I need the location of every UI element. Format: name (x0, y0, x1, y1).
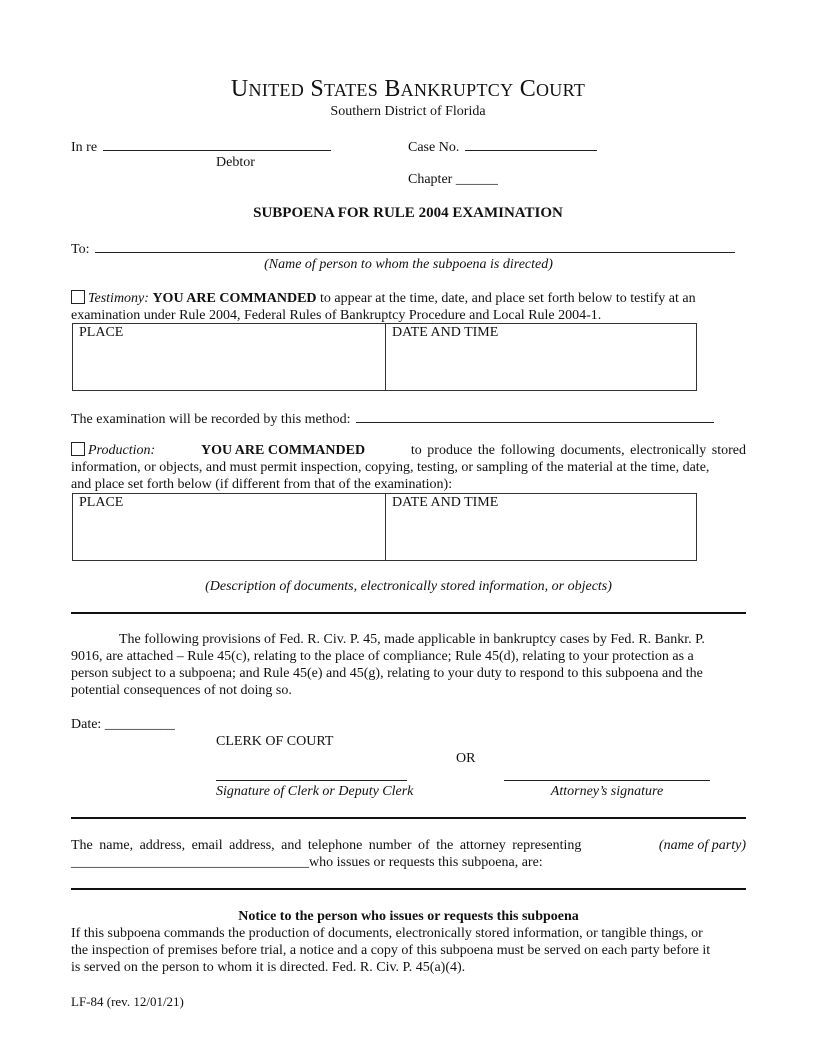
divider-2 (71, 817, 746, 819)
recording-method-field[interactable] (356, 409, 714, 423)
form-title: SUBPOENA FOR RULE 2004 EXAMINATION (253, 205, 563, 221)
party-name-field[interactable]: __________________________________ (71, 855, 309, 870)
in-re-row (71, 137, 331, 156)
form-id: LF-84 (rev. 12/01/21) (71, 994, 184, 1009)
production-checkbox[interactable] (71, 442, 85, 456)
attorney-info-text-1: The name, address, email address, and telephone number of the attorney representing (71, 838, 582, 853)
production-paragraph (71, 442, 746, 493)
attorney-signature-label: Attorney’s signature (550, 784, 664, 799)
testimony-command: YOU ARE COMMANDED (152, 291, 317, 306)
case-no-label: Case No. (408, 140, 460, 155)
production-text-2: information, or objects, and must permit inspection, copying, testing, or sampling of the material at the time, date, (71, 460, 710, 475)
attorney-info-line-2 (71, 854, 746, 871)
clerk-of-court-label: CLERK OF COURT (216, 734, 334, 749)
production-command: YOU ARE COMMANDED (200, 443, 366, 458)
testimony-line-1 (71, 290, 746, 307)
attorney-info-text-2: who issues or requests this subpoena, are: (309, 855, 543, 870)
testimony-date-header: DATE AND TIME (392, 325, 499, 340)
case-no-row (408, 137, 597, 156)
testimony-checkbox[interactable] (71, 290, 85, 304)
recording-label: The examination will be recorded by this method: (71, 412, 351, 427)
testimony-text-2: examination under Rule 2004, Federal Rules of Bankruptcy Procedure and Local Rule 2004-1. (71, 308, 602, 323)
case-no-field[interactable] (465, 137, 597, 151)
notice-title: Notice to the person who issues or requests this subpoena (238, 909, 579, 924)
production-place-cell[interactable] (73, 494, 385, 560)
production-text-3: and place set forth below (if different from that of the examination): (71, 477, 453, 492)
provisions-line-2: 9016, are attached – Rule 45(c), relating to the place of compliance; Rule 45(d), relating to your protection as a (71, 649, 694, 664)
provisions-line-3: person subject to a subpoena; and Rule 45(e) and 45(g), relating to your duty to respond to this subpoena and the (71, 666, 703, 681)
production-text-1: to produce the following documents, electronically stored (410, 443, 746, 458)
court-title-word-2: STATES (310, 76, 379, 102)
date-field[interactable]: __________ (104, 717, 175, 732)
provisions-line-4: potential consequences of not doing so. (71, 683, 292, 698)
testimony-place-table (72, 323, 697, 391)
debtor-label: Debtor (216, 155, 255, 170)
production-description-hint: (Description of documents, electronically stored information, or objects) (205, 579, 612, 594)
court-title (0, 75, 816, 104)
chapter-label: Chapter (408, 172, 453, 187)
chapter-field[interactable]: ______ (455, 172, 498, 187)
testimony-paragraph (71, 290, 746, 324)
production-label: Production: (88, 443, 156, 458)
divider-3 (71, 888, 746, 890)
or-label: OR (456, 751, 476, 766)
party-name-hint: (name of party) (658, 838, 746, 853)
testimony-place-header: PLACE (79, 325, 124, 340)
divider-1 (71, 612, 746, 614)
production-date-header: DATE AND TIME (392, 495, 499, 510)
notice-line-2: the inspection of premises before trial, a notice and a copy of this subpoena must be served on each party before it (71, 943, 711, 958)
in-re-label: In re (71, 140, 98, 155)
attorney-signature-line[interactable] (504, 780, 710, 781)
recipient-field[interactable] (95, 239, 735, 253)
provisions-line-1: The following provisions of Fed. R. Civ. P. 45, made applicable in bankruptcy cases by Fed. R. Bankr. P. (119, 632, 705, 647)
date-row (71, 716, 175, 733)
clerk-signature-line[interactable] (216, 780, 407, 781)
chapter-row (408, 171, 498, 188)
production-place-table (72, 493, 697, 561)
to-label: To: (71, 242, 90, 257)
recipient-hint: (Name of person to whom the subpoena is directed) (264, 257, 553, 272)
production-place-header: PLACE (79, 495, 124, 510)
attorney-info-line-1 (71, 837, 746, 854)
date-label: Date: (71, 717, 102, 732)
attorney-info-paragraph (71, 837, 746, 871)
district-name: Southern District of Florida (330, 104, 486, 119)
notice-line-3: is served on the person to whom it is directed. Fed. R. Civ. P. 45(a)(4). (71, 960, 466, 975)
court-title-word-1: UNITED (230, 76, 304, 102)
testimony-label: Testimony: (88, 291, 149, 306)
production-line-1 (71, 442, 746, 459)
testimony-text-1: to appear at the time, date, and place set forth below to testify at an (320, 291, 696, 306)
testimony-place-cell[interactable] (73, 324, 385, 390)
court-title-word-3: BANKRUPTCY (384, 76, 514, 102)
notice-line-1: If this subpoena commands the production of documents, electronically stored information, or tangible things, or (71, 926, 703, 941)
notice-paragraph (71, 925, 746, 976)
production-date-cell[interactable] (386, 494, 696, 560)
debtor-name-field[interactable] (103, 137, 331, 151)
clerk-signature-label: Signature of Clerk or Deputy Clerk (216, 784, 414, 799)
recording-row (71, 409, 714, 428)
testimony-date-cell[interactable] (386, 324, 696, 390)
court-title-word-4: COURT (519, 76, 586, 102)
provisions-paragraph (71, 631, 746, 699)
